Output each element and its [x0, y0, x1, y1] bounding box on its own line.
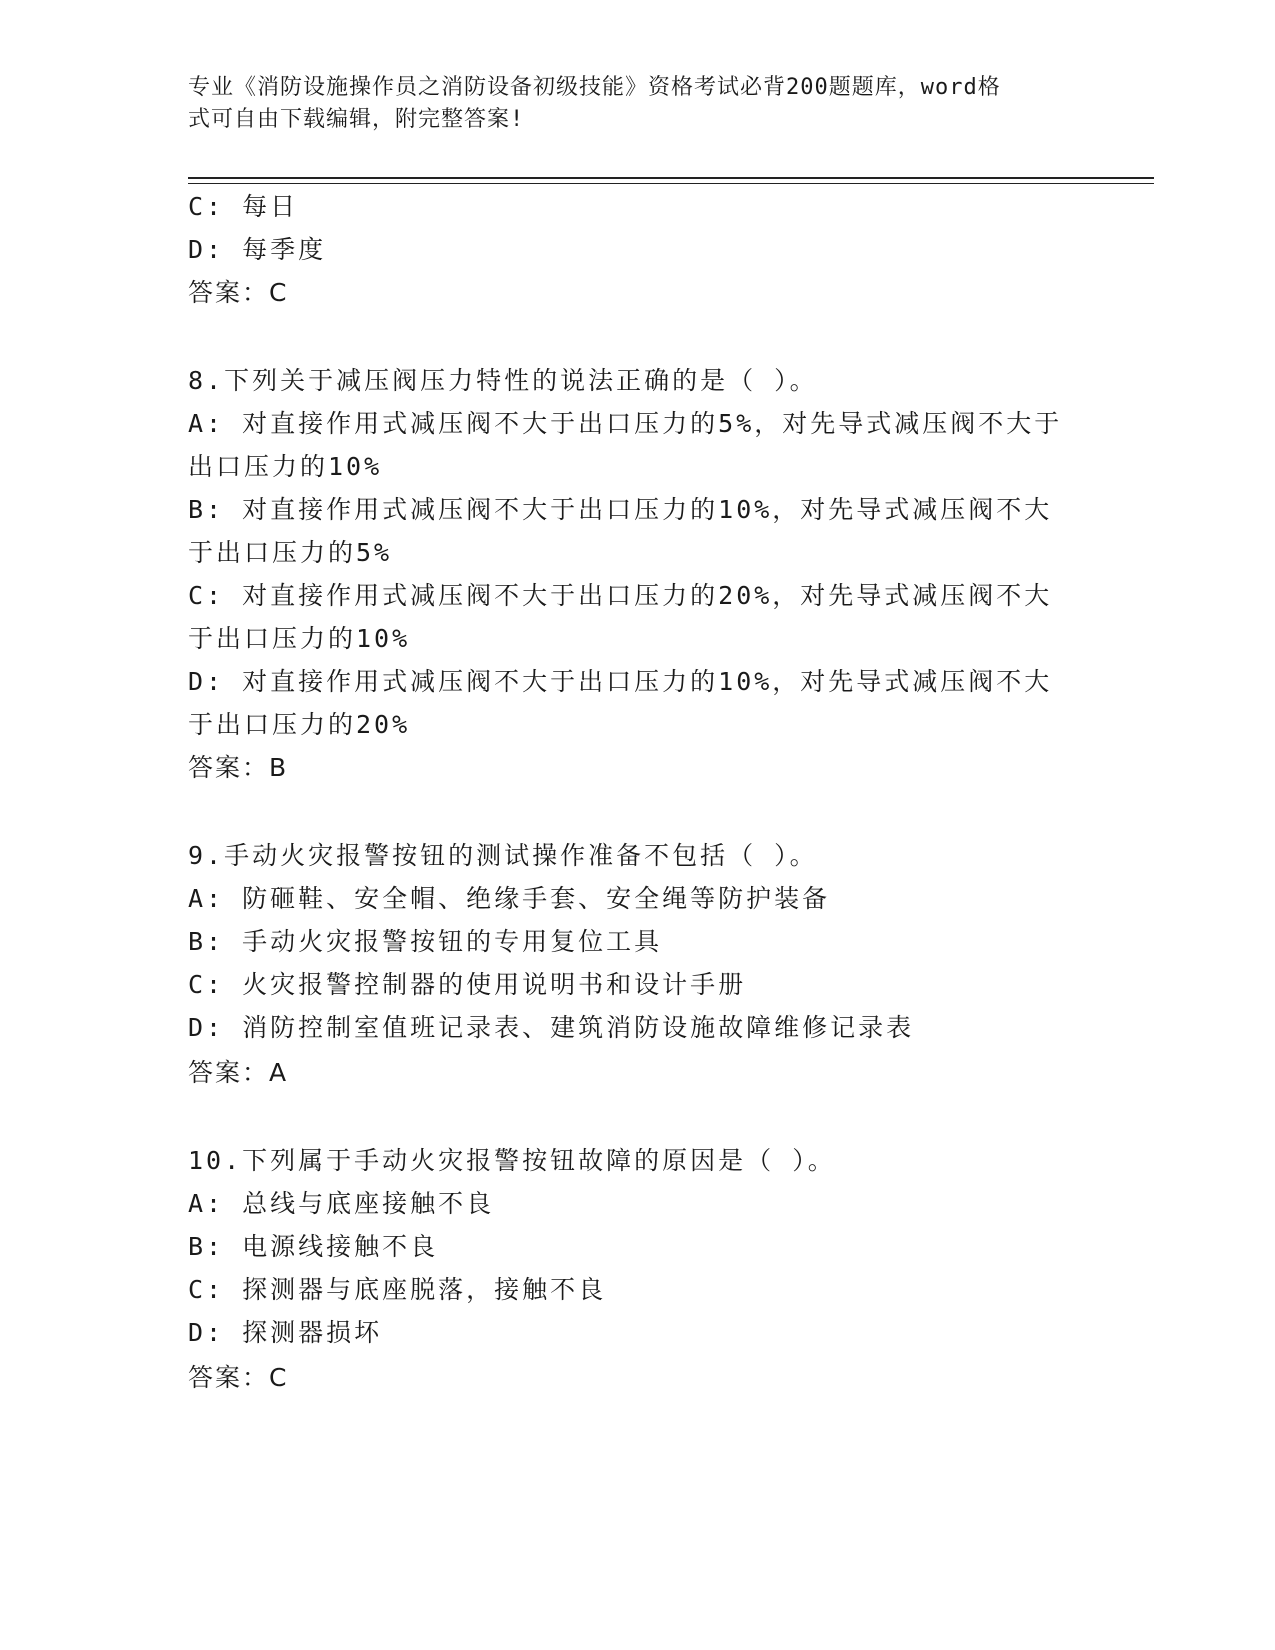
q8-option-a-line-2: 出口压力的10% [188, 452, 383, 481]
q9-question: 9.手动火灾报警按钮的测试操作准备不包括（ ）。 [188, 841, 818, 870]
q8-option-b-line-1: B: 对直接作用式减压阀不大于出口压力的10%，对先导式减压阀不大 [188, 495, 1053, 524]
q7-option-d: D: 每季度 [188, 235, 327, 264]
header-line-2: 式可自由下载编辑，附完整答案! [188, 107, 525, 132]
q8-option-c-line-2: 于出口压力的10% [188, 624, 411, 653]
q9-answer: 答案：A [188, 1058, 289, 1087]
q7-option-c: C: 每日 [188, 192, 299, 221]
q8-option-d-line-2: 于出口压力的20% [188, 710, 411, 739]
q10-option-d: D: 探测器损坏 [188, 1318, 383, 1347]
header-line-1: 专业《消防设施操作员之消防设备初级技能》资格考试必背200题题库，word格 [188, 75, 1001, 100]
q10-option-b: B: 电源线接触不良 [188, 1232, 439, 1261]
header-divider-thick [188, 177, 1154, 179]
q10-question: 10.下列属于手动火灾报警按钮故障的原因是（ ）。 [188, 1146, 836, 1175]
header-divider-thin [188, 183, 1154, 184]
q10-answer: 答案：C [188, 1363, 289, 1392]
q7-answer: 答案：C [188, 278, 289, 307]
q8-option-a-line-1: A: 对直接作用式减压阀不大于出口压力的5%，对先导式减压阀不大于 [188, 409, 1063, 438]
q10-option-c: C: 探测器与底座脱落，接触不良 [188, 1275, 607, 1304]
q9-option-a: A: 防砸鞋、安全帽、绝缘手套、安全绳等防护装备 [188, 884, 831, 913]
q8-answer: 答案：B [188, 753, 289, 782]
q10-option-a: A: 总线与底座接触不良 [188, 1189, 495, 1218]
q9-option-c: C: 火灾报警控制器的使用说明书和设计手册 [188, 970, 747, 999]
q9-option-d: D: 消防控制室值班记录表、建筑消防设施故障维修记录表 [188, 1013, 915, 1042]
q8-option-b-line-2: 于出口压力的5% [188, 538, 393, 567]
q8-option-c-line-1: C: 对直接作用式减压阀不大于出口压力的20%，对先导式减压阀不大 [188, 581, 1053, 610]
q9-option-b: B: 手动火灾报警按钮的专用复位工具 [188, 927, 663, 956]
q8-option-d-line-1: D: 对直接作用式减压阀不大于出口压力的10%，对先导式减压阀不大 [188, 667, 1053, 696]
page-header [188, 72, 1068, 136]
q8-question: 8.下列关于减压阀压力特性的说法正确的是（ ）。 [188, 366, 818, 395]
